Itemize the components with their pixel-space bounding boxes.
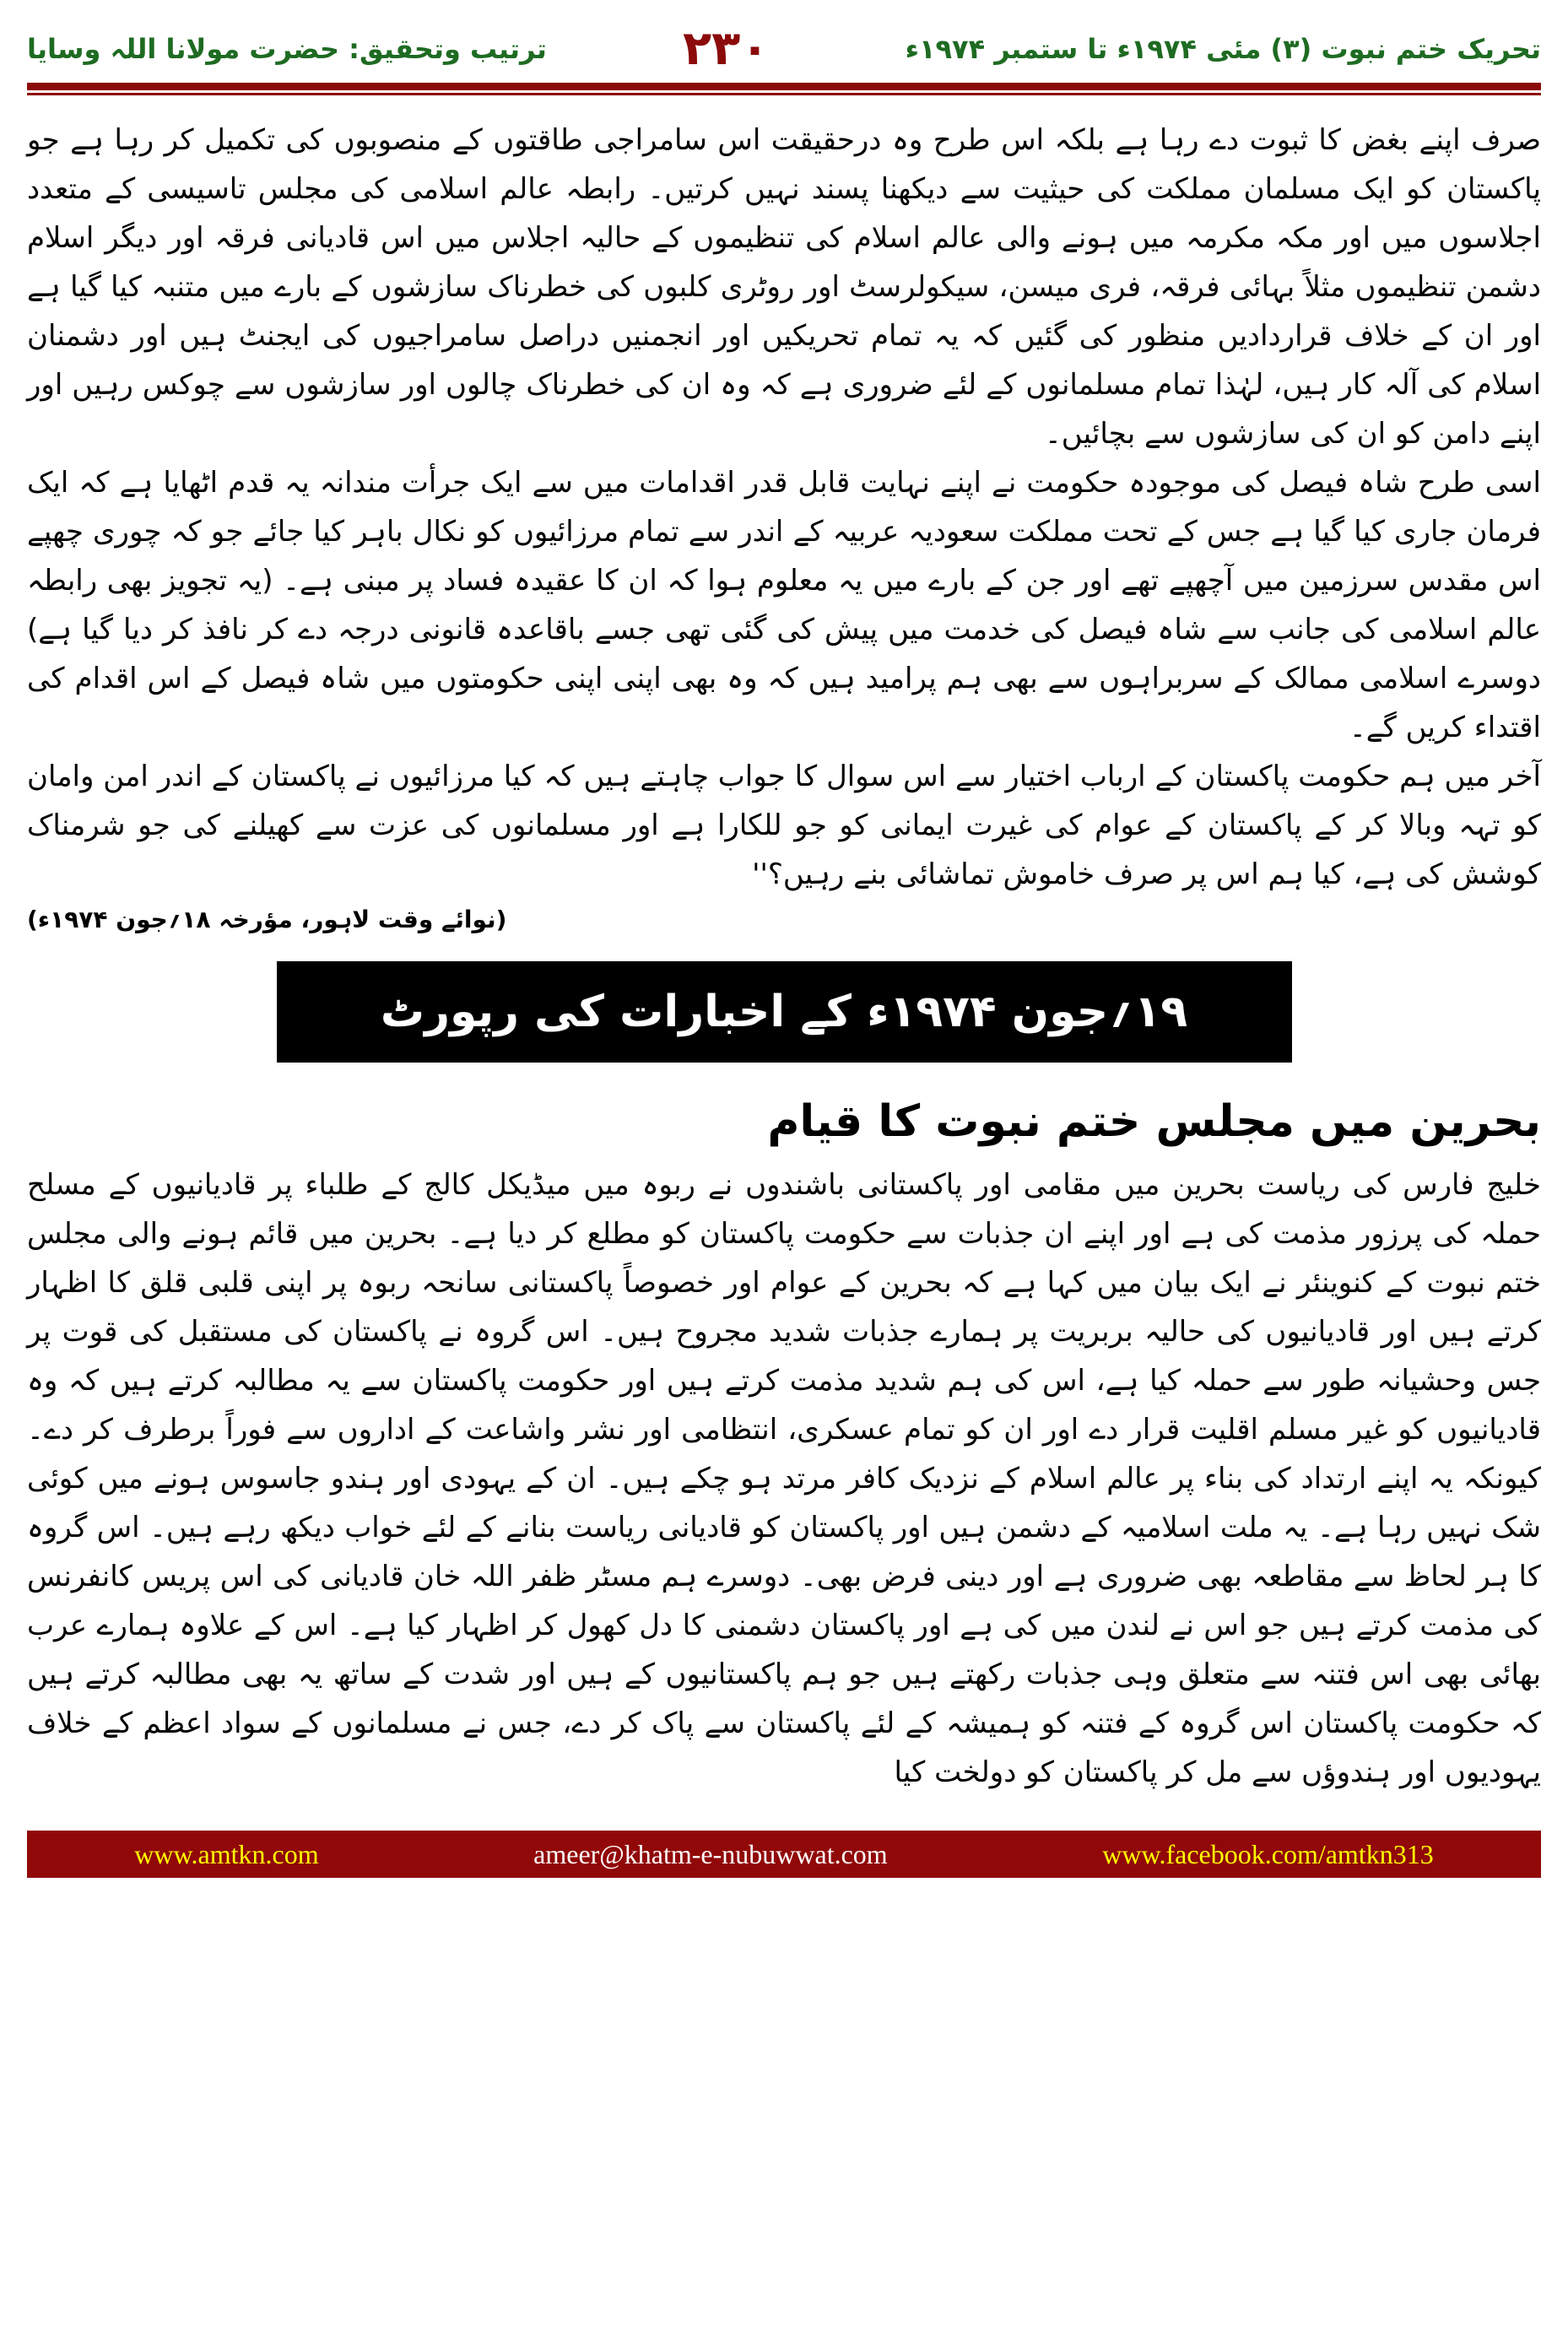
text-line: سامراجیوں کی ایجنٹ ہیں اور دشمنان اسلام کی آلہ کار ہیں، لہٰذا تمام مسلمانوں کے لئے ضروری ہے کہ وہ ان کی خطرناک چالوں اور	[27, 319, 1542, 402]
text-line: کے اداروں سے فوراً برطرف کر دے۔ کیونکہ یہ اپنے ارتداد کی بناء پر عالم اسلام کے نزدیک کافر مرتد ہو چکے ہیں۔ ان کے یہودی اور ہندو	[27, 1413, 1541, 1496]
text-line: سرزمین میں آچھپے تھے اور جن کے بارے میں یہ معلوم ہوا کہ ان کا عقیدہ فساد پر مبنی ہے۔ (یہ تجویز بھی رابطہ عالم اسلامی کی جانب سے شاہ	[27, 564, 1542, 646]
text-line: فرمان جاری کیا گیا ہے جس کے تحت مملکت سعودیہ عربیہ کے اندر سے تمام مرزائیوں کو نکال باہر کیا جائے جو کہ چوری چھپے اس مقدس	[27, 515, 1541, 598]
paragraph	[27, 458, 1541, 752]
text-line: ہیں۔ اس گروہ کا ہر لحاظ سے مقاطعہ بھی ضروری ہے اور دینی فرض بھی۔ دوسرے ہم مسٹر ظفر اللہ خان قادیانی کی اس پریس کانفرنس کی مذمت	[27, 1511, 1542, 1642]
section-1-body	[27, 116, 1541, 899]
paragraph	[27, 1160, 1541, 1797]
header-rule	[27, 83, 1541, 90]
footer-bar	[27, 1831, 1541, 1878]
citation: (نوائے وقت لاہور، مؤرخہ ۱۸؍جون ۱۹۷۴ء)	[27, 906, 507, 933]
book-title: تحریک ختم نبوت (۳) مئی ۱۹۷۴ء تا ستمبر ۱۹۷۴ء	[905, 33, 1541, 65]
page-number: ۲۳۰	[682, 21, 770, 76]
text-line: جاسوس ہونے میں کوئی شک نہیں رہا ہے۔ یہ ملت اسلامیہ کے دشمن ہیں اور پاکستان کو قادیانی ریاست بنانے کے لئے خواب دیکھ رہے	[27, 1462, 1541, 1544]
text-line: فیصل کی خدمت میں پیش کی گئی تھی جسے باقاعدہ قانونی درجہ دے کر نافذ کر دیا گیا ہے) دوسرے اسلامی ممالک کے سربراہوں سے بھی ہم	[27, 613, 1542, 695]
text-line: متعلق وہی جذبات رکھتے ہیں جو ہم پاکستانیوں کے ہیں اور شدت کے ساتھ یہ بھی مطالبہ کرتے ہیں کہ حکومت پاکستان اس گروہ کے فتنہ کو	[27, 1658, 1541, 1740]
text-line: خطرناک سازشوں کے بارے میں متنبہ کیا گیا ہے اور ان کے خلاف قراردادیں منظور کی گئیں کہ یہ تمام تحریکیں اور انجمنیں دراصل	[27, 270, 1541, 353]
text-line: ایک بیان میں کہا ہے کہ بحرین کے عوام اور خصوصاً پاکستانی سانحہ ربوہ پر اپنی قلبی قلق کا اظہار کرتے ہیں اور قادیانیوں کی حالیہ بربریت پر	[27, 1266, 1542, 1349]
paragraph	[27, 752, 1541, 899]
page-header	[27, 0, 1541, 76]
facebook-link[interactable]: www.facebook.com/amtkn313	[1102, 1838, 1434, 1869]
text-line: اس پر صرف خاموش تماشائی بنے رہیں؟''	[752, 857, 1259, 891]
text-line: پرزور مذمت کی ہے اور اپنے ان جذبات سے حکومت پاکستان کو مطلع کر دیا ہے۔ بحرین میں قائم ہونے والی مجلس ختم نبوت کے کنوینئر نے	[27, 1217, 1541, 1300]
text-line: پرامید ہیں کہ وہ بھی اپنی اپنی حکومتوں میں شاہ فیصل کے اس اقدام کی اقتداء کریں گے۔	[27, 662, 1541, 744]
text-line: اسلام کی تنظیموں کے حالیہ اجلاس میں اس قادیانی فرقہ اور دیگر اسلام دشمن تنظیموں مثلاً بہائی فرقہ، فری میسن، سیکولرسٹ اور روٹری کلبوں کی	[27, 221, 1541, 304]
text-line: آخر میں ہم حکومت پاکستان کے ارباب اختیار سے اس سوال کا جواب چاہتے ہیں کہ کیا مرزائیوں نے پاکستان کے اندر امن	[103, 760, 1541, 793]
text-line: ہمارے جذبات شدید مجروح ہیں۔ اس گروہ نے پاکستان کی مستقبل کی قوت پر جس وحشیانہ طور سے حملہ کیا ہے، اس کی ہم شدید مذمت کرتے	[27, 1315, 1541, 1398]
banner-title: ۱۹؍جون ۱۹۷۴ء کے اخبارات کی رپورٹ	[380, 987, 1188, 1037]
section-banner	[277, 961, 1292, 1063]
section-heading: بحرین میں مجلس ختم نبوت کا قیام	[767, 1096, 1541, 1147]
website-link[interactable]: www.amtkn.com	[134, 1838, 319, 1869]
email-link[interactable]: ameer@khatm-e-nubuwwat.com	[533, 1838, 888, 1869]
text-line: ہیں اور حکومت پاکستان سے یہ مطالبہ کرتے ہیں کہ وہ قادیانیوں کو غیر مسلم اقلیت قرار دے اور ان کو تمام عسکری، انتظامی اور نشر واشاعت	[27, 1364, 1542, 1447]
text-line: مسلمان مملکت کی حیثیت سے دیکھنا پسند نہیں کرتیں۔ رابطہ عالم اسلامی کی مجلس تاسیسی کے متعدد اجلاسوں میں اور مکہ مکرمہ میں ہونے والی عالم	[27, 172, 1541, 255]
header-rule-thin	[27, 93, 1541, 95]
compiler-credit: ترتیب وتحقیق: حضرت مولانا اللہ وسایا	[27, 33, 547, 65]
section-2-body	[27, 1160, 1541, 1797]
paragraph	[27, 116, 1541, 458]
text-line: کرتے ہیں جو اس نے لندن میں کی ہے اور پاکستان دشمنی کا دل کھول کر اظہار کیا ہے۔ اس کے علاوہ ہمارے عرب بھائی بھی اس فتنہ سے	[27, 1609, 1541, 1691]
text-line: سازشوں سے چوکس رہیں اور اپنے دامن کو ان کی سازشوں سے بچائیں۔	[27, 368, 1541, 451]
text-line: صرف اپنے بغض کا ثبوت دے رہا ہے بلکہ اس طرح وہ درحقیقت اس سامراجی طاقتوں کے منصوبوں کی تکمیل کر رہا ہے جو پاکستان کو ایک	[27, 123, 1541, 206]
text-line: خلیج فارس کی ریاست بحرین میں مقامی اور پاکستانی باشندوں نے ربوہ میں میڈیکل کالج کے طلباء پر قادیانیوں کے مسلح حملہ کی	[27, 1168, 1542, 1251]
text-line: وامان کو تہہ وبالا کر کے پاکستان کے عوام کی غیرت ایمانی کو جو للکارا ہے اور مسلمانوں کی عزت سے کھیلنے کی جو شرمناک کوشش کی ہے، کیا ہم	[27, 760, 1541, 891]
text-line: اسی طرح شاہ فیصل کی موجودہ حکومت نے اپنے نہایت قابل قدر اقدامات میں سے ایک جرأت مندانہ یہ قدم اٹھایا ہے کہ ایک	[27, 466, 1541, 500]
text-line: ہمیشہ کے لئے پاکستان سے پاک کر دے، جس نے مسلمانوں کے سواد اعظم کے خلاف یہودیوں اور ہندوؤں سے مل کر پاکستان کو دولخت کیا	[27, 1706, 1541, 1789]
